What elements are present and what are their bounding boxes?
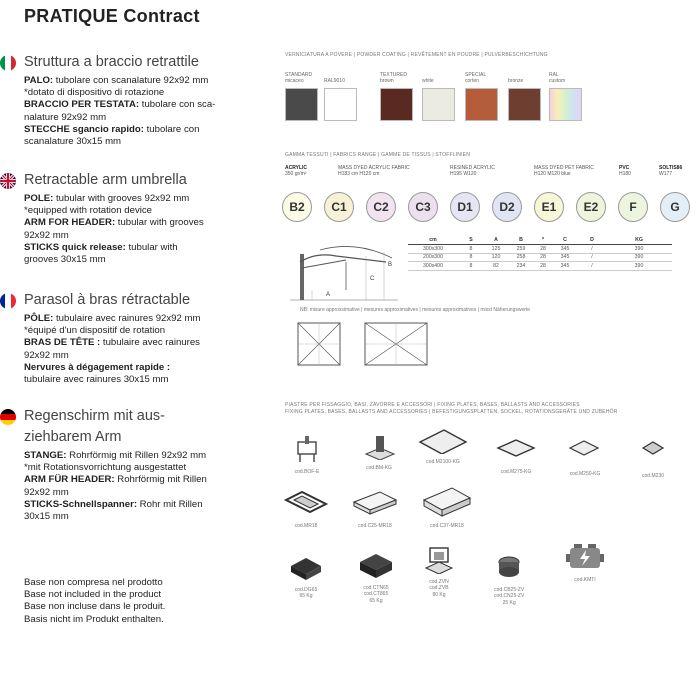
diagram-label-c: C — [370, 276, 375, 282]
table-cell: 125 — [484, 245, 508, 254]
accessory-ctn65 — [358, 548, 394, 604]
accessory-code: cod.C37-MR18 — [430, 523, 464, 529]
finish-swatch-group: TEXTURED brown — [380, 72, 422, 121]
spec-line: STANGE: Rohrförmig mit Rillen 92x92 mm — [24, 450, 207, 461]
spec-line: ARM FÜR HEADER: Rohrförmig mit Rillen — [24, 474, 207, 486]
accessory-dg65-icon — [289, 554, 323, 587]
accessory-code: cod.ZVB — [429, 585, 449, 592]
accessory-m250-icon — [568, 438, 602, 471]
accessory-dg65 — [289, 554, 323, 600]
table-cell: / — [578, 245, 606, 254]
accessory-zvn-icon — [424, 546, 454, 579]
fabric-code-e2: E2 — [576, 192, 606, 222]
table-cell: 234 — [508, 262, 534, 271]
accessory-c25-icon — [352, 490, 398, 523]
accessory-cb25 — [494, 554, 524, 606]
umbrella-diagram — [286, 232, 404, 304]
accessory-code: cod.KMTI — [574, 577, 596, 583]
spec-text — [24, 313, 245, 386]
spec-line: 92x92 mm — [24, 349, 69, 361]
section-heading: Parasol à bras rétractable — [24, 292, 191, 308]
table-cell: 200x300 — [408, 253, 458, 262]
table-cell: / — [578, 253, 606, 262]
finish-swatch-group: RAL9010 — [324, 72, 366, 121]
accessory-zvn — [424, 546, 454, 598]
table-cell: 390 — [606, 245, 672, 254]
table-cell: 258 — [508, 253, 534, 262]
table-cell: 390 — [606, 262, 672, 271]
color-swatch — [324, 88, 357, 121]
color-swatch — [380, 88, 413, 121]
table-cell: 8 — [458, 253, 484, 262]
table-cell: 28 — [534, 253, 552, 262]
accessory-mr18 — [284, 490, 328, 529]
table-cell: 8 — [458, 262, 484, 271]
color-swatch — [285, 88, 318, 121]
spec-line: STICKS quick release: tubular with — [24, 241, 178, 253]
accessory-m230-icon — [641, 440, 665, 473]
accessory-code: cod.DG65 — [294, 587, 318, 593]
table-cell: 345 — [552, 253, 578, 262]
flag-de-icon — [0, 409, 16, 425]
accessory-code: cod.CTN65 — [363, 585, 389, 591]
accessory-c25 — [352, 490, 398, 529]
approx-measures-note: NB: misure approssimative | mesures approximatives | mesures approximatives | misst Näherungswerte — [300, 307, 531, 313]
accessory-code: 65 Kg — [369, 597, 383, 604]
spec-line: grooves 30x15 mm — [24, 254, 106, 266]
accessory-kmt-icon — [564, 540, 606, 577]
diagram-label-b: B — [388, 262, 393, 268]
accessory-code: cod.M2100-KG — [426, 459, 460, 465]
accessory-code: cod.MR18 — [294, 523, 318, 529]
base-not-included-note: Base non compresa nel prodotto Base not included in the product Base non incluse dans le produit. Basis nicht im Produkt enthalten. — [24, 577, 166, 625]
table-header-cell: B — [508, 236, 534, 245]
accessory-code: 80 Kg — [432, 591, 446, 598]
table-header-cell: S — [458, 236, 484, 245]
spec-line: 30x15 mm — [24, 511, 69, 523]
accessory-code: cod.M230 — [642, 473, 664, 479]
spec-line: STICKS-Schnellspanner: Rohr mit Rillen — [24, 498, 203, 510]
umbrella-top-view-square — [297, 322, 341, 366]
fabric-code-d2: D2 — [492, 192, 522, 222]
spec-line: ARM FOR HEADER: tubular with grooves — [24, 217, 204, 229]
color-swatch — [508, 88, 541, 121]
table-cell: 345 — [552, 262, 578, 271]
table-row — [408, 253, 672, 262]
finish-swatch-group: RAL custom — [549, 72, 591, 121]
spec-line: BRAS DE TÊTE : tubulaire avec rainures — [24, 337, 200, 349]
spec-text — [24, 450, 245, 523]
accessory-m275-icon — [496, 436, 536, 469]
spec-line: *équipé d'un dispositif de rotation — [24, 325, 166, 337]
flag-it-icon — [0, 55, 16, 71]
color-swatch — [549, 88, 582, 121]
accessory-m250 — [568, 438, 602, 477]
accessory-code: cod.CT865 — [363, 591, 389, 598]
accessory-cb25-icon — [494, 554, 524, 587]
diagram-label-a: A — [326, 292, 331, 298]
accessory-m275 — [496, 436, 536, 475]
table-cell: / — [578, 262, 606, 271]
accessory-m2100-icon — [418, 426, 468, 459]
color-swatch — [422, 88, 455, 121]
accessory-code: cod.BOF-E — [294, 469, 320, 475]
finish-swatch-group: STANDARD micaceo — [285, 72, 327, 121]
fabric-code-b2: B2 — [282, 192, 312, 222]
table-cell: 120 — [484, 253, 508, 262]
spec-line: 92x92 mm — [24, 229, 69, 241]
section-heading: Regenschirm mit aus- ziehbarem Arm — [24, 408, 166, 445]
fabric-code-f: F — [618, 192, 648, 222]
fabric-code-d1: D1 — [450, 192, 480, 222]
spec-line: PALO: tubolare con scanalature 92x92 mm — [24, 75, 209, 86]
accessory-c37 — [422, 486, 472, 529]
accessory-code: cod.CN25-ZV — [494, 593, 525, 600]
accessory-c37-icon — [422, 486, 472, 523]
spec-text — [24, 193, 245, 266]
fabric-type-caption: MASS DYED ACRYLIC FABRIC H183 cm H120 cm — [338, 165, 410, 177]
page-title: PRATIQUE Contract — [24, 6, 200, 26]
lang-section-uk — [0, 170, 245, 266]
fabric-code-c1: C1 — [324, 192, 354, 222]
accessory-m230 — [641, 440, 665, 479]
finish-swatch-group: bronze — [508, 72, 550, 121]
fabric-code-c2: C2 — [366, 192, 396, 222]
table-row — [408, 245, 672, 254]
table-header-cell: C — [552, 236, 578, 245]
spec-line: scanalature 30x15 mm — [24, 136, 122, 148]
spec-line: *equipped with rotation device — [24, 205, 153, 217]
table-cell: 82 — [484, 262, 508, 271]
table-header-cell: KG — [606, 236, 672, 245]
table-row — [408, 262, 672, 271]
fabrics-range-label: GAMMA TESSUTI | FABRICS RANGE | GAMME DE TISSUS | STOFFLINIEN — [285, 152, 471, 158]
fabric-code-e1: E1 — [534, 192, 564, 222]
color-swatch — [465, 88, 498, 121]
spec-line: POLE: tubular with grooves 92x92 mm — [24, 193, 190, 204]
accessory-bof — [292, 436, 322, 475]
lang-section-fr — [0, 290, 245, 386]
accessory-code: 25 Kg — [502, 599, 516, 606]
accessories-label-2: FIXING PLATES, BASES, BALLASTS AND ACCESSORIES | BEFESTIGUNGSPLATTEN, SOCKEL, ROTATIONSGERÄTE UND ZUBEHÖR — [285, 409, 618, 415]
fabric-type-caption: ACRYLIC 350 gr/m² — [285, 165, 308, 177]
lang-section-it — [0, 52, 245, 148]
table-cell: 390 — [606, 253, 672, 262]
section-heading: Retractable arm umbrella — [24, 172, 187, 188]
flag-fr-icon — [0, 293, 16, 309]
accessory-ctn65-icon — [358, 548, 394, 585]
lang-section-de — [0, 406, 245, 523]
umbrella-top-view-rectangle — [364, 322, 428, 366]
finish-swatch-group: white — [422, 72, 464, 121]
spec-line: PÔLE: tubulaire avec rainures 92x92 mm — [24, 313, 201, 324]
spec-text — [24, 75, 245, 148]
table-header-cell: * — [534, 236, 552, 245]
dimensions-table — [408, 236, 672, 271]
table-header-cell: cm — [408, 236, 458, 245]
spec-line: nalature 92x92 mm — [24, 111, 107, 123]
section-heading: Struttura a braccio retrattile — [24, 54, 199, 70]
table-cell: 8 — [458, 245, 484, 254]
spec-line: Nervures à dégagement rapide : — [24, 361, 171, 373]
accessory-m2100 — [418, 426, 468, 465]
spec-line: tubulaire avec rainures 30x15 mm — [24, 374, 169, 386]
spec-line: BRACCIO PER TESTATA: tubolare con sca- — [24, 99, 216, 111]
accessory-code: cod.ZVN — [429, 579, 449, 585]
accessory-code: 65 Kg — [299, 593, 313, 600]
table-cell: 28 — [534, 262, 552, 271]
table-cell: 300x400 — [408, 262, 458, 271]
flag-uk-icon — [0, 173, 16, 189]
finish-swatch-group: SPECIAL corten — [465, 72, 507, 121]
table-header-cell: D — [578, 236, 606, 245]
spec-line: STECCHE sgancio rapido: tubolare con — [24, 123, 200, 135]
accessory-bm — [362, 432, 396, 471]
accessory-bm-icon — [362, 432, 396, 465]
fabric-type-caption: SOLTIS86 W177 — [659, 165, 683, 177]
accessory-code: cod.BM-KG — [366, 465, 392, 471]
table-cell: 345 — [552, 245, 578, 254]
accessories-label-1: PIASTRE PER FISSAGGIO, BASI, ZAVORRE E ACCESSORI | FIXING PLATES, BASES, BALLASTS AND ACCESSORIES — [285, 402, 580, 408]
fabric-type-caption: RESINED ACRYLIC H195 W120 — [450, 165, 495, 177]
accessory-code: cod.CB25-ZV — [494, 587, 525, 593]
spec-line: *dotato di dispositivo di rotazione — [24, 87, 165, 99]
fabric-type-caption: PVC H180 — [619, 165, 631, 177]
powder-coating-label: VERNICIATURA A POVERE | POWDER COATING | REVÊTEMENT EN POUDRE | PULVERBESCHICHTUNG — [285, 52, 548, 58]
accessory-kmt — [564, 540, 606, 583]
fabric-type-caption: MASS DYED PET FABRIC H120 M120 blue — [534, 165, 594, 177]
table-cell: 259 — [508, 245, 534, 254]
table-cell: 300x300 — [408, 245, 458, 254]
table-cell: 28 — [534, 245, 552, 254]
spec-line: *mit Rotationsvorrichtung ausgestattet — [24, 462, 187, 474]
spec-line: 92x92 mm — [24, 486, 69, 498]
table-header-cell: A — [484, 236, 508, 245]
accessory-code: cod.C25-MR18 — [358, 523, 392, 529]
accessory-code: cod.M250-KG — [569, 471, 601, 477]
accessory-code: cod.M275-KG — [500, 469, 532, 475]
fabric-code-g: G — [660, 192, 690, 222]
fabric-code-c3: C3 — [408, 192, 438, 222]
accessory-mr18-icon — [284, 490, 328, 523]
accessory-bof-icon — [292, 436, 322, 469]
